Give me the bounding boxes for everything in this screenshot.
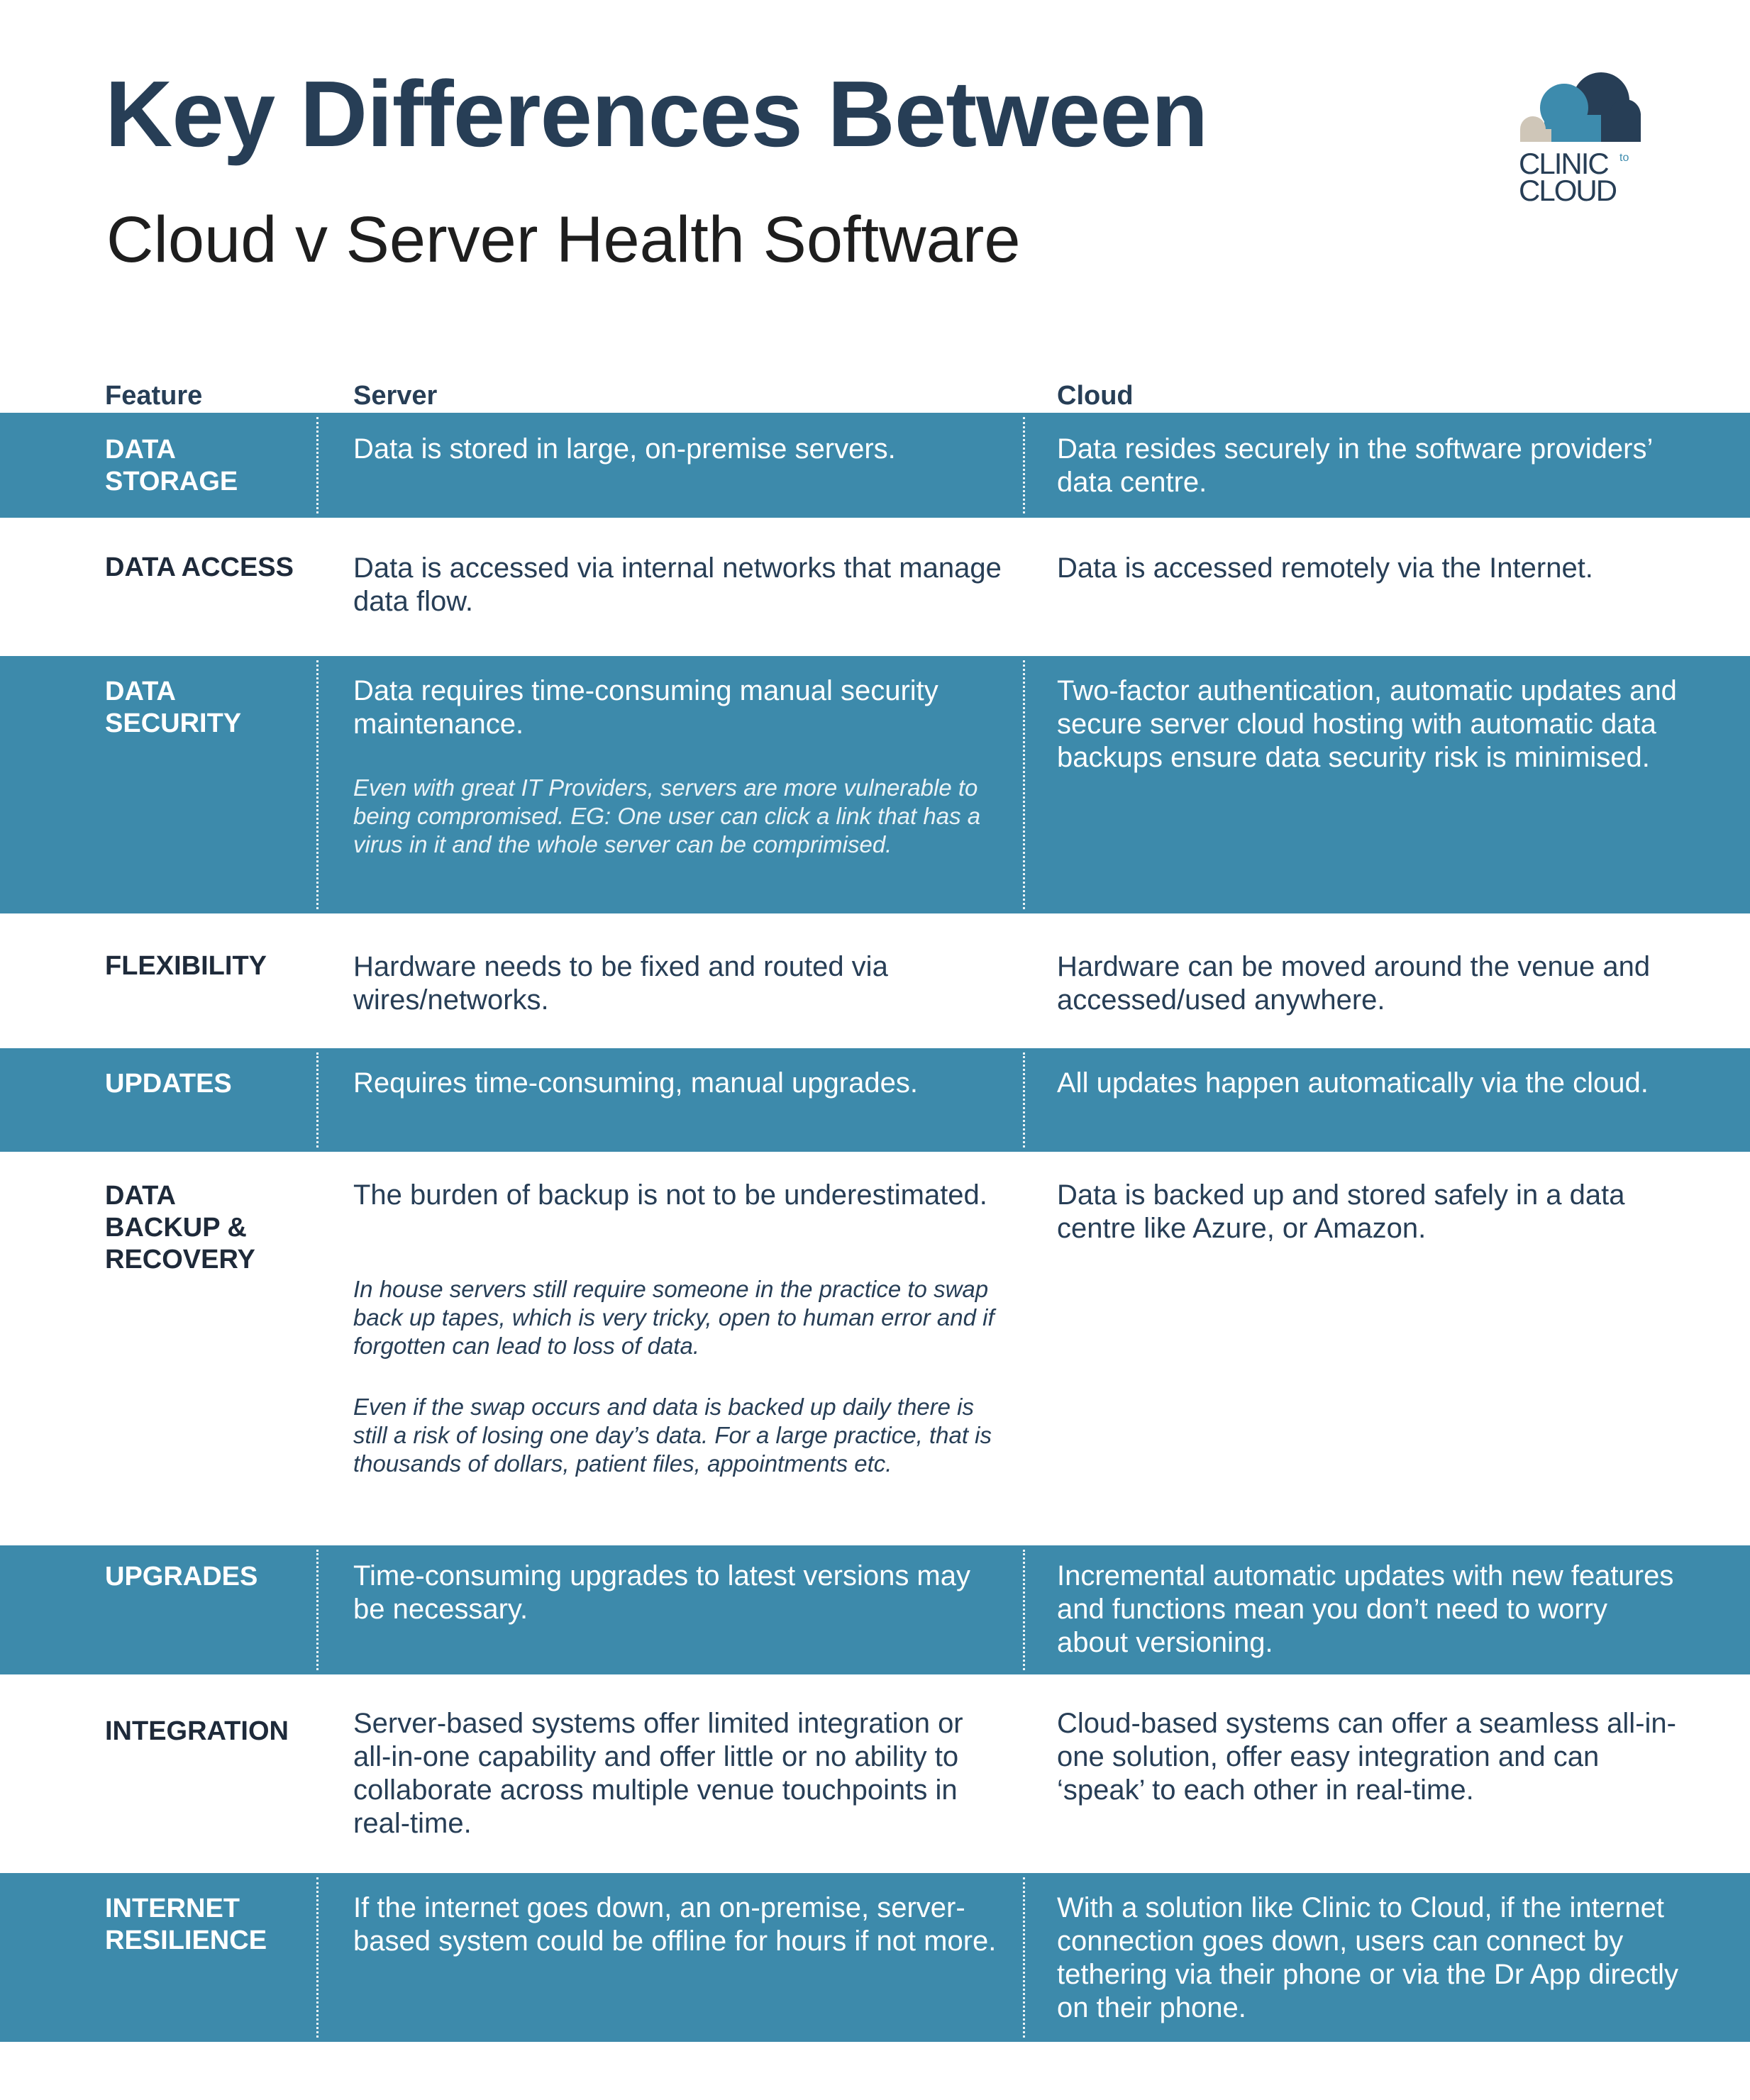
table-row-data-storage xyxy=(0,413,1750,518)
cloud-cell: Data is backed up and stored safely in a data centre like Azure, or Amazon. xyxy=(1057,1179,1625,1244)
column-divider xyxy=(316,1550,319,1670)
table-row-integration xyxy=(0,1674,1750,1873)
column-divider xyxy=(316,417,319,513)
cloud-cell: With a solution like Clinic to Cloud, if the internet connection goes down, users can connect by tethering via their phone or via the Dr App directly on their phone. xyxy=(1057,1892,1679,2023)
page-title: Key Differences Between xyxy=(105,62,1208,166)
table-row-data-access xyxy=(0,518,1750,656)
cloud-logo-icon xyxy=(1516,71,1641,142)
table-row-updates xyxy=(0,1048,1750,1152)
feature-label: DATA STORAGE xyxy=(105,435,238,496)
feature-label: DATA SECURITY xyxy=(105,677,242,738)
logo-wordmark-cloud: CLOUD xyxy=(1519,174,1617,207)
feature-label: FLEXIBILITY xyxy=(105,951,267,981)
server-cell: If the internet goes down, an on-premise, server-based system could be offline for hours if not more. xyxy=(353,1892,997,1957)
cloud-cell: Data resides securely in the software providers’ data centre. xyxy=(1057,433,1652,498)
feature-label: DATA BACKUP & RECOVERY xyxy=(105,1181,255,1274)
cloud-cell: Hardware can be moved around the venue and accessed/used anywhere. xyxy=(1057,951,1651,1016)
cloud-cell: Two-factor authentication, automatic updates and secure server cloud hosting with automatic data backups ensure data security risk is minimised. xyxy=(1057,675,1677,773)
column-divider xyxy=(1023,1550,1025,1670)
cloud-cell: Incremental automatic updates with new features and functions mean you don’t need to worry about versioning. xyxy=(1057,1560,1674,1658)
server-note: In house servers still require someone in the practice to swap back up tapes, which is very tricky, open to human error and if forgotten can lead to loss of data. xyxy=(353,1276,995,1359)
logo-wordmark-clinic: CLINIC xyxy=(1519,147,1608,180)
server-note: Even with great IT Providers, servers are more vulnerable to being compromised. EG: One user can click a link that has a virus in it and the whole server can be comprimised. xyxy=(353,774,981,857)
column-header-cloud: Cloud xyxy=(1057,381,1134,411)
server-cell: Data is accessed via internal networks that manage data flow. xyxy=(353,552,1002,617)
column-divider xyxy=(1023,417,1025,513)
feature-label: DATA ACCESS xyxy=(105,552,294,582)
table-row-flexibility xyxy=(0,913,1750,1048)
table-row-upgrades xyxy=(0,1545,1750,1674)
table-row-data-backup-recovery xyxy=(0,1152,1750,1545)
feature-label: INTERNET RESILIENCE xyxy=(105,1894,267,1955)
server-cell: Hardware needs to be fixed and routed via wires/networks. xyxy=(353,951,888,1016)
table-row-internet-resilience xyxy=(0,1873,1750,2042)
column-divider xyxy=(316,660,319,909)
column-header-feature: Feature xyxy=(105,381,203,411)
feature-label: UPGRADES xyxy=(105,1562,258,1591)
cloud-cell: All updates happen automatically via the cloud. xyxy=(1057,1067,1649,1099)
page-subtitle: Cloud v Server Health Software xyxy=(106,204,1021,276)
server-note: Even if the swap occurs and data is backed up daily there is still a risk of losing one day’s data. For a large practice, that is thousands of dollars, patient files, appointments etc. xyxy=(353,1394,992,1477)
table-row-data-security xyxy=(0,656,1750,913)
server-cell: The burden of backup is not to be underestimated. xyxy=(353,1179,987,1211)
column-divider xyxy=(1023,1052,1025,1148)
feature-label: UPDATES xyxy=(105,1069,232,1099)
cloud-cell: Data is accessed remotely via the Internet. xyxy=(1057,552,1593,584)
column-divider xyxy=(316,1052,319,1148)
server-cell: Time-consuming upgrades to latest versions may be necessary. xyxy=(353,1560,970,1625)
column-header-server: Server xyxy=(353,381,438,411)
feature-label: INTEGRATION xyxy=(105,1716,289,1746)
server-cell: Requires time-consuming, manual upgrades. xyxy=(353,1067,918,1099)
logo-wordmark-to: to xyxy=(1619,152,1629,164)
server-cell: Data is stored in large, on-premise servers. xyxy=(353,433,896,465)
cloud-cell: Cloud-based systems can offer a seamless all-in-one solution, offer easy integration and can ‘speak’ to each other in real-time. xyxy=(1057,1708,1676,1806)
server-cell: Server-based systems offer limited integration or all-in-one capability and offer little or no ability to collaborate across multiple venue touchpoints in real-time. xyxy=(353,1708,963,1839)
column-divider xyxy=(1023,660,1025,909)
column-divider xyxy=(1023,1877,1025,2038)
clinic-to-cloud-logo xyxy=(1514,71,1642,209)
server-cell: Data requires time-consuming manual security maintenance. xyxy=(353,675,938,740)
